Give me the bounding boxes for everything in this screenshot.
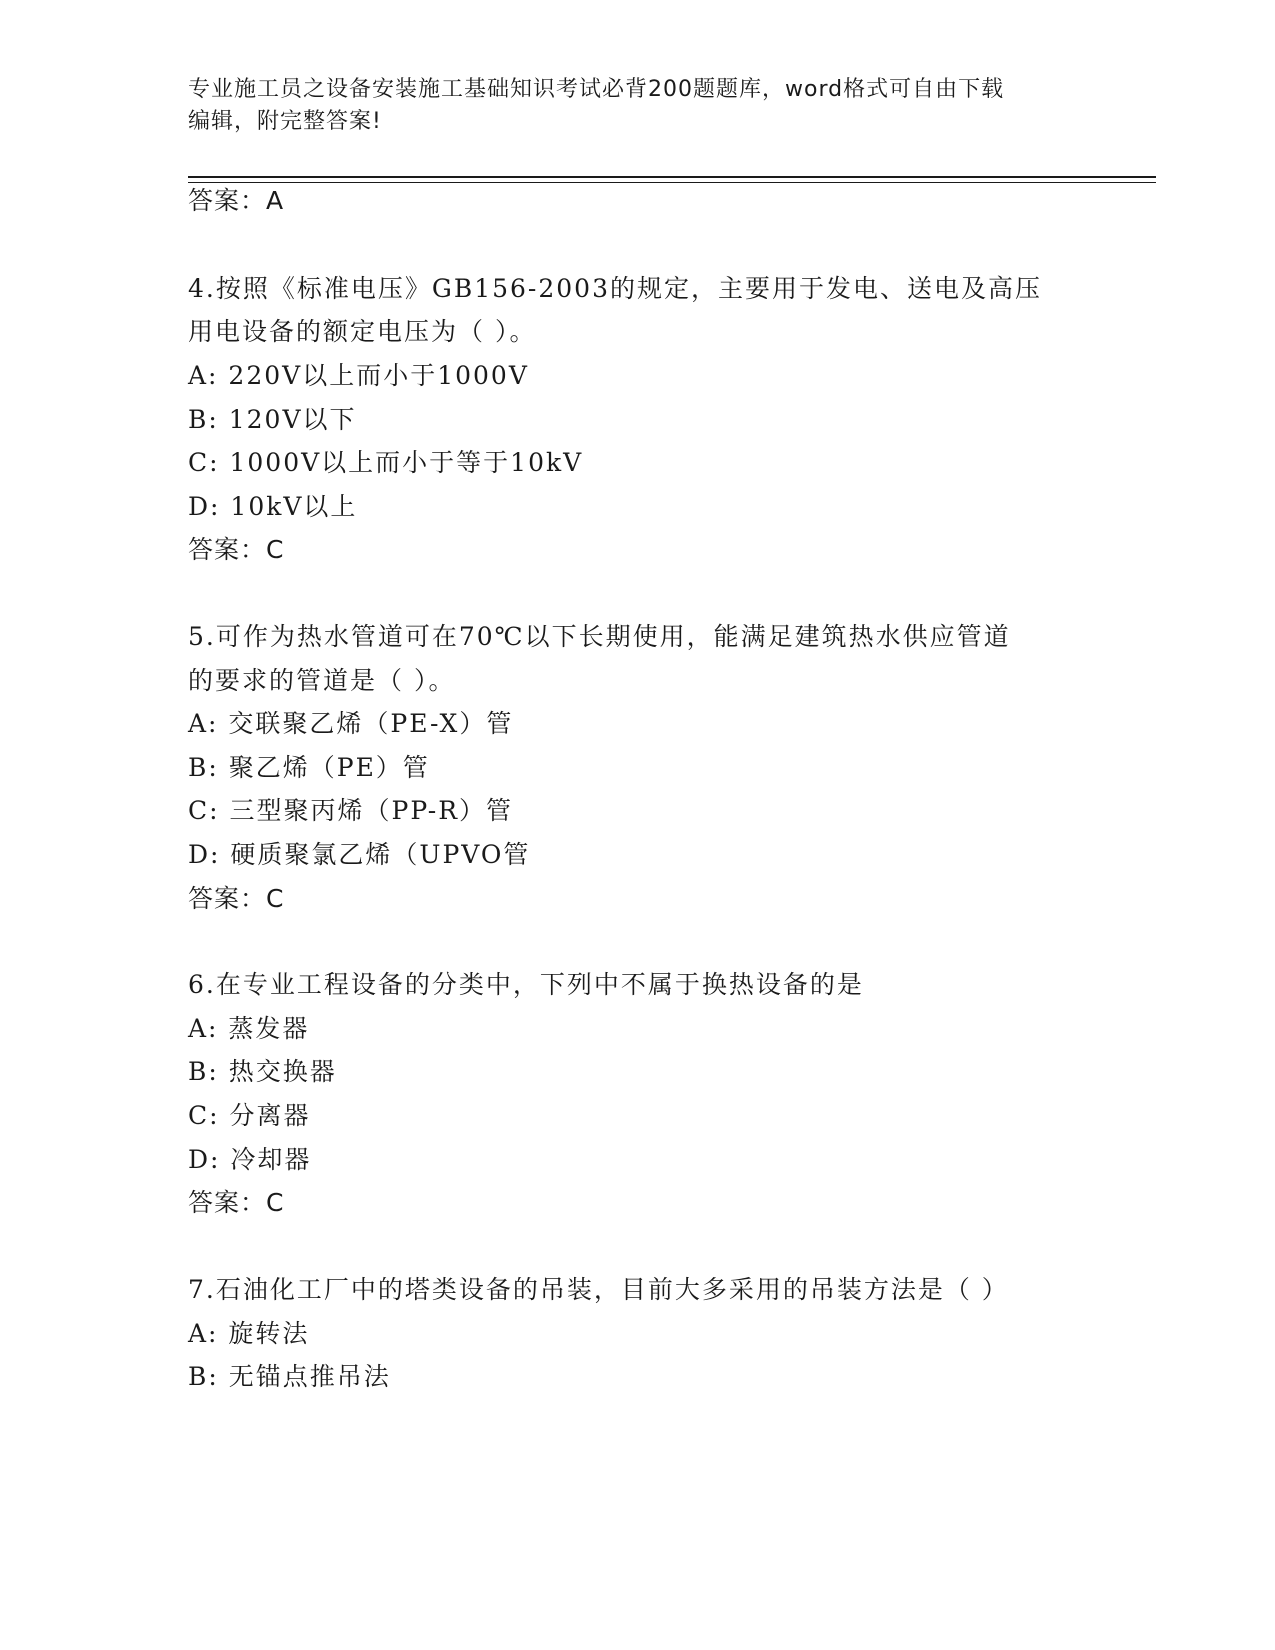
question-4-option-a: A: 220V以上而小于1000V <box>188 361 529 390</box>
question-5-option-c: C: 三型聚丙烯（PP-R）管 <box>188 796 514 825</box>
header-divider-thick <box>188 176 1156 178</box>
question-4-stem-line-2: 用电设备的额定电压为（ ）。 <box>188 317 537 346</box>
question-6-stem: 6.在专业工程设备的分类中，下列中不属于换热设备的是 <box>188 970 864 999</box>
question-4-option-c: C: 1000V以上而小于等于10kV <box>188 448 584 477</box>
question-5-option-b: B: 聚乙烯（PE）管 <box>188 753 430 782</box>
question-7-option-a: A: 旋转法 <box>188 1319 310 1348</box>
header-line-1: 专业施工员之设备安装施工基础知识考试必背200题题库，word格式可自由下载 <box>188 77 1005 102</box>
question-6-answer: 答案：C <box>188 1188 285 1217</box>
question-7-option-b: B: 无锚点推吊法 <box>188 1362 391 1391</box>
question-6-option-d: D: 冷却器 <box>188 1145 312 1174</box>
question-5-option-a: A: 交联聚乙烯（PE-X）管 <box>188 709 514 738</box>
question-6-option-b: B: 热交换器 <box>188 1057 337 1086</box>
question-5-option-d: D: 硬质聚氯乙烯（UPVO管 <box>188 840 531 869</box>
header-line-2: 编辑，附完整答案! <box>188 109 382 134</box>
question-7-stem: 7.石油化工厂中的塔类设备的吊装，目前大多采用的吊装方法是（ ） <box>188 1275 1009 1304</box>
question-4-option-d: D: 10kV以上 <box>188 492 358 521</box>
question-6-option-c: C: 分离器 <box>188 1101 311 1130</box>
question-5-stem-line-1: 5.可作为热水管道可在70℃以下长期使用，能满足建筑热水供应管道 <box>188 622 1011 651</box>
previous-answer: 答案：A <box>188 186 285 215</box>
question-4-answer: 答案：C <box>188 535 285 564</box>
question-5-answer: 答案：C <box>188 884 285 913</box>
header-divider-thin <box>188 182 1156 183</box>
question-4-stem-line-1: 4.按照《标准电压》GB156-2003的规定，主要用于发电、送电及高压 <box>188 274 1042 303</box>
question-5-stem-line-2: 的要求的管道是（ ）。 <box>188 666 456 695</box>
question-6-option-a: A: 蒸发器 <box>188 1014 310 1043</box>
question-4-option-b: B: 120V以下 <box>188 405 357 434</box>
document-header <box>188 74 1068 138</box>
